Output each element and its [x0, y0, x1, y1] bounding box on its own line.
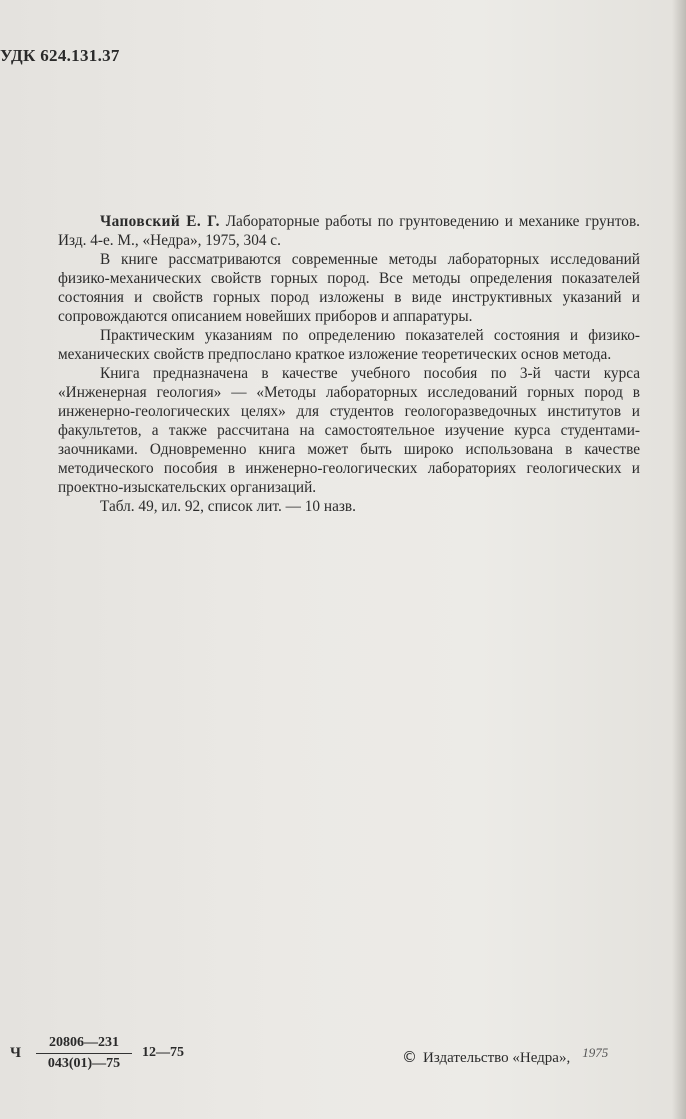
- bibliographic-entry: [58, 212, 640, 250]
- fraction-line: [36, 1053, 132, 1054]
- udk-code: УДК 624.131.37: [0, 46, 120, 65]
- imprint-denominator: 043(01)—75: [47, 1056, 121, 1071]
- imprint-secondary-code: 12—75: [142, 1045, 184, 1060]
- publisher-name: Издательство «Недра»,: [423, 1050, 571, 1066]
- author-name: Чаповский Е. Г.: [100, 213, 220, 230]
- abstract-paragraph: Книга предназначена в качестве учебного пособия по 3-й части курса «Инженерная геология» — «Методы лабораторных исследований горных пород в инженерно-геологических целях» для студентов геологоразведочных институтов и факультетов, а также рассчитана на самостоятельное изучение курса студентами-заочниками. Одновременно книга может быть широко использована в качестве методического пособия в инженерно-геологических лабораториях геологических и проектно-изыскательских организаций.: [58, 365, 640, 496]
- abstract-paragraph: В книге рассматриваются современные методы лабораторных исследований физико-механических свойств горных пород. Все методы определения показателей состояния и свойств горных пород изложены в виде инструктивных указаний и сопровождаются описанием новейших приборов и аппаратуры.: [58, 251, 640, 325]
- bibliographic-text: Лабораторные работы по грунтоведению и механике грунтов. Изд. 4-е. М., «Недра», 1975, 304 с.: [58, 213, 640, 249]
- summary-line: Табл. 49, ил. 92, список лит. — 10 назв.: [100, 498, 356, 515]
- imprint-code: [10, 1034, 230, 1074]
- abstract-block: [58, 212, 640, 516]
- copyright-notice: [402, 1045, 609, 1067]
- imprint-numerator: 20806—231: [49, 1035, 119, 1050]
- imprint-fraction: [36, 1034, 132, 1073]
- copyright-icon: ©: [402, 1048, 417, 1066]
- imprint-letter: Ч: [10, 1045, 22, 1061]
- copyright-year: 1975: [582, 1045, 609, 1060]
- page-edge-shadow: [672, 0, 686, 1119]
- abstract-paragraph: Практическим указаниям по определению показателей состояния и физико-механических свойств предпослано краткое изложение теоретических основ метода.: [58, 327, 640, 363]
